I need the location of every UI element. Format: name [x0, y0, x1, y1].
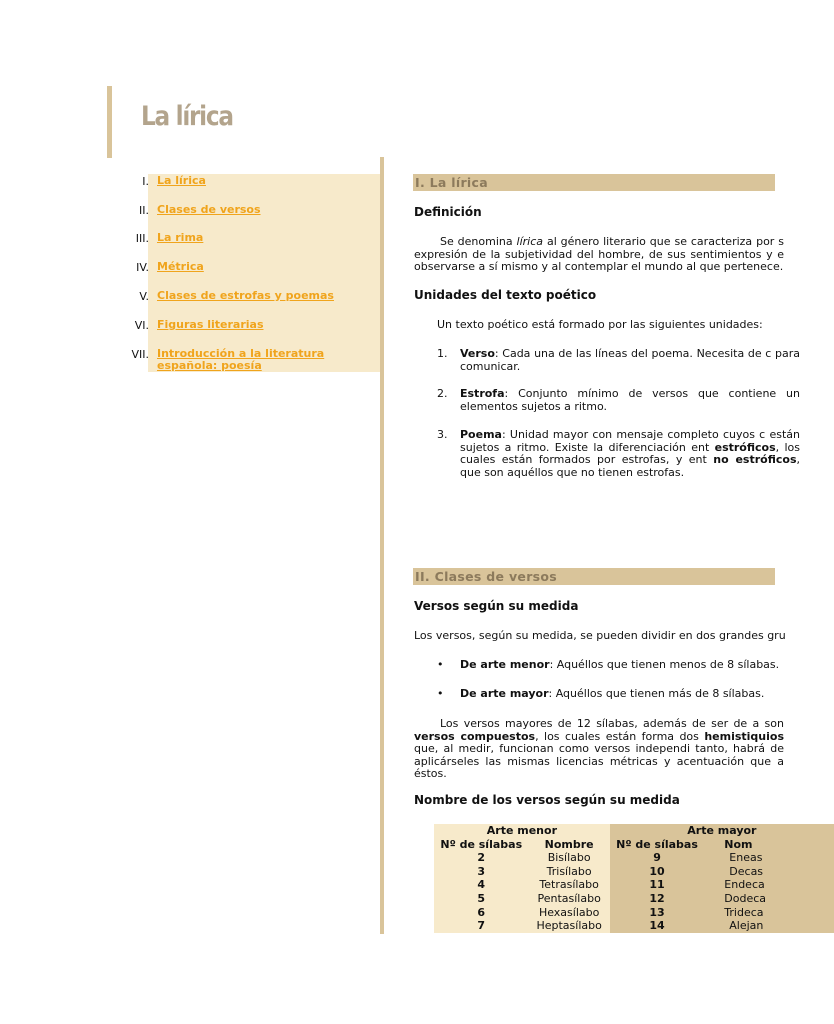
definicion-heading: Definición [414, 205, 482, 219]
toc-link-lirica[interactable]: La lírica [157, 174, 206, 187]
toc-number: I. [142, 175, 149, 188]
nombres-heading: Nombre de los versos según su medida [414, 793, 680, 807]
toc-number: II. [139, 204, 149, 217]
section-header-clases-versos: II. Clases de versos [413, 568, 775, 585]
toc-link-introduccion[interactable]: Introducción a la literatura española: poesía [157, 347, 325, 372]
table-row: 3 Trisílabo 10 Decas [434, 865, 834, 879]
lirica-term: lírica [516, 235, 544, 248]
mayores-paragraph: Los versos mayores de 12 sílabas, además de ser de a son versos compuestos, los cuales están forma dos hemistiquios que, al medir, funcionan como versos independi tanto, habrá de aplicárseles las mismas licencias métricas y acentuación que a éstos. [414, 717, 785, 780]
col-nombre-menor: Nombre [529, 838, 610, 852]
table-header-row [434, 838, 834, 852]
table-row: 7 Heptasílabo 14 Alejan [434, 919, 834, 933]
table-group-row [434, 824, 834, 838]
section-header-lirica: I. La lírica [413, 174, 775, 191]
toc-link-metrica[interactable]: Métrica [157, 260, 204, 273]
toc-link-clases-versos[interactable]: Clases de versos [157, 203, 261, 216]
toc-number: III. [135, 232, 149, 245]
table-row: 6 Hexasílabo 13 Trideca [434, 906, 834, 920]
col-nombre-mayor: Nom [704, 838, 834, 852]
group-arte-mayor: Arte mayor [610, 824, 834, 838]
toc-link-figuras[interactable]: Figuras literarias [157, 318, 264, 331]
col-silabas-mayor: Nº de sílabas [610, 838, 705, 852]
toc-link-rima[interactable]: La rima [157, 231, 204, 244]
definicion-paragraph: Se denomina lírica al género literario que se caracteriza por s expresión de la subjetividad del hombre, de sus sentimientos y e observarse a sí mismo y al contemplar el mundo al que pertenece. [414, 235, 784, 273]
col-silabas-menor: Nº de sílabas [434, 838, 529, 852]
medida-heading: Versos según su medida [414, 599, 579, 613]
unidades-intro: Un texto poético está formado por las siguientes unidades: [437, 318, 763, 331]
group-arte-menor: Arte menor [434, 824, 610, 838]
table-row: 5 Pentasílabo 12 Dodeca [434, 892, 834, 906]
title-accent-bar [107, 86, 112, 158]
unidades-heading: Unidades del texto poético [414, 288, 597, 302]
toc-link-estrofas[interactable]: Clases de estrofas y poemas [157, 289, 334, 302]
toc-divider [380, 157, 384, 934]
toc-number: IV. [136, 261, 149, 274]
toc-number: V. [139, 290, 149, 303]
table-row: 2 Bisílabo 9 Eneas [434, 851, 834, 865]
verse-names-table [434, 824, 834, 933]
toc-number: VII. [131, 348, 149, 361]
toc-number: VI. [134, 319, 149, 332]
page-title: La lírica [141, 101, 233, 132]
medida-intro: Los versos, según su medida, se pueden dividir en dos grandes gru [414, 629, 786, 642]
table-row: 4 Tetrasílabo 11 Endeca [434, 878, 834, 892]
